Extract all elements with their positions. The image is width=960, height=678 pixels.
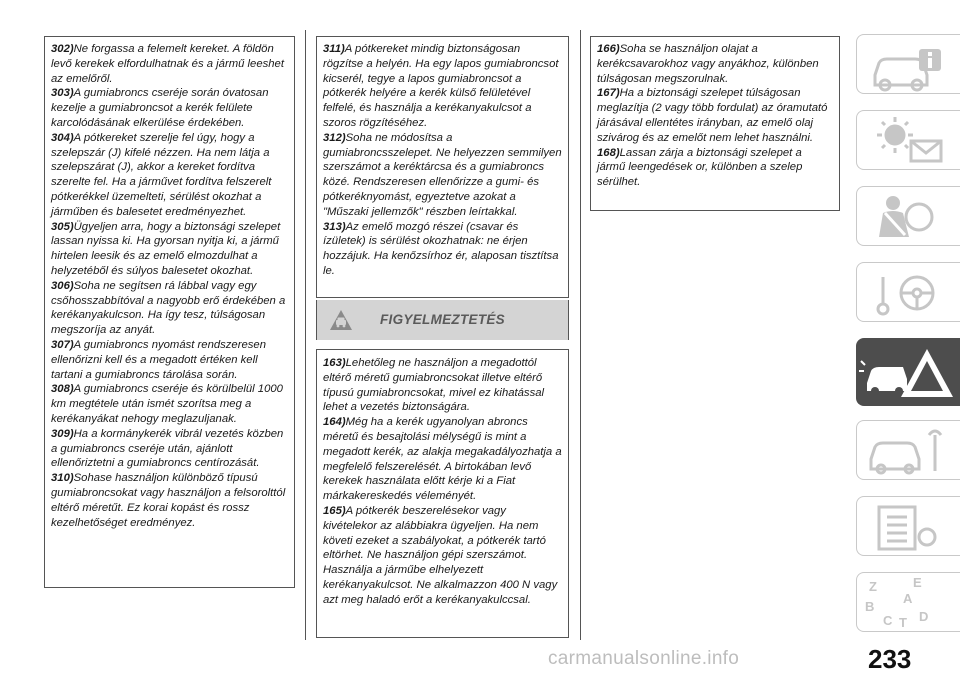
note-item (323, 415, 562, 504)
note-text: Soha ne segítsen rá lábbal vagy egy csőhosszabbítóval a nagyobb erő érdekében a kerékanyakulcson. Ha így tesz, túlságosan megszoríja az anyát. (51, 279, 286, 337)
column-divider (580, 30, 581, 640)
note-text: A gumiabroncs cseréje során óvatosan kezelje a gumiabroncsot a kerék felülete karcolódásának elkerülése érdekében. (51, 87, 269, 129)
svg-text:E: E (913, 575, 922, 590)
steering-key-icon (857, 263, 960, 323)
note-text: Ha a biztonsági szelepet túlságosan meglazítja (2 vagy több fordulat) az óramutató járásával ellentétes irányban, az emelő olaj szivárog és az emelőt nem lehet használni. (597, 87, 828, 144)
note-item (51, 42, 288, 86)
note-number: 166) (597, 43, 620, 55)
notes-column-left (44, 36, 295, 588)
note-item (323, 504, 562, 608)
page-number: 233 (868, 644, 912, 674)
alphabet-index-icon (857, 573, 960, 633)
tab-emergency[interactable] (856, 338, 960, 406)
note-text: A pótkerék beszerelésekor vagy kivételekor az alábbiakra ügyeljen. Ha nem követi ezeket a szabályokat, a pótkerék tartó eltörhet. Ne használjon gépi szerszámot. Használja a járműbe elhelyezett kerékanyakulcsot. Ne alkalmazzon 400 N vagy azt meg haladó erőt a kerékanyakulccsal. (323, 504, 558, 606)
tab-car-info[interactable] (856, 34, 960, 94)
note-text: Soha se használjon olajat a kerékcsavarokhoz vagy anyákhoz, különben túlságosan megszorulnak. (597, 43, 819, 85)
note-text: A gumiabroncs cseréje és körülbelül 1000 km megtétele után ismét szorítsa meg a kerékanyákat nehogy meglazuljanak. (51, 383, 283, 425)
tab-index[interactable] (856, 572, 960, 632)
note-text: Soha ne módosítsa a gumiabroncsszelepet. Ne helyezzen semmilyen szerszámot a keréktárcsa és a gumiabroncs közé. Rendszeresen ellenőrizze a gumi- és pótkeréknyomást, egyeztetve azokat a "Műszaki jellemzők" részben leírtakkal. (323, 131, 562, 218)
note-item (51, 279, 288, 338)
svg-text:B: B (865, 599, 875, 614)
svg-text:D: D (919, 609, 929, 624)
note-item (51, 220, 288, 279)
note-text: Ne forgassa a felemelt kereket. A földön levő kerekek elfordulhatnak és a jármű leeshet az emelőről. (51, 43, 284, 85)
car-warning-triangle-icon (857, 339, 960, 407)
note-number: 167) (597, 87, 620, 100)
car-info-icon (857, 35, 960, 95)
tab-safety[interactable] (856, 186, 960, 246)
note-item (323, 356, 562, 415)
note-number: 312) (323, 131, 346, 144)
note-item (51, 131, 288, 220)
note-text: Az emelő mozgó részei (csavar és ízületek) is sérülést okozhatnak: ne érjen hozzájuk. Ha kenőzsírhoz ér, alaposan tisztítsa le. (323, 220, 559, 277)
seatbelt-airbag-icon (857, 187, 960, 247)
note-number: 303) (51, 87, 74, 100)
note-number: 306) (51, 279, 74, 292)
note-text: A pótkereket szerelje fel úgy, hogy a szelepszár (J) kifelé nézzen. Ha nem látja a szelepszárat (J), akkor a kereket fordítva szerelte fel. Ha a járművet fordítva felszerelt pótkerékkel üzemelteti, sérülést okozhat a járműben és balesetet eredményezhet. (51, 131, 272, 218)
tab-technical-data[interactable] (856, 496, 960, 556)
note-number: 168) (597, 146, 620, 159)
lights-envelope-icon (857, 111, 960, 171)
note-item (597, 146, 833, 190)
tab-maintenance[interactable] (856, 420, 960, 480)
note-item (51, 338, 288, 382)
svg-text:T: T (899, 615, 907, 630)
note-text: Még ha a kerék ugyanolyan abroncs méretű és besajtolási mélységű is mint a megadott kerék, az alakja megakadályozhatja a megfelelő felszerelését. A birtokában levő kerekek használata előtt kérje ki a Fiat márkakereskedés véleményét. (323, 416, 562, 503)
note-text: Ügyeljen arra, hogy a biztonsági szelepet lassan nyissa ki. Ha gyorsan nyitja ki, a jármű hirtelen leesik és az emelő elmozdulhat a helyzetéből és súlyos balesetet okozhat. (51, 220, 281, 277)
chapter-tabs (856, 34, 960, 648)
car-wrench-icon (857, 421, 960, 481)
svg-text:A: A (903, 591, 913, 606)
note-number: 307) (51, 338, 74, 351)
note-number: 163) (323, 357, 346, 369)
note-item (597, 86, 833, 145)
warning-title: FIGYELMEZTETÉS (380, 312, 505, 327)
note-number: 164) (323, 416, 346, 429)
note-item (323, 42, 562, 131)
notes-column-middle-top (316, 36, 569, 298)
note-number: 305) (51, 220, 74, 233)
notes-column-right (590, 36, 840, 211)
tab-starting-driving[interactable] (856, 262, 960, 322)
svg-text:Z: Z (869, 579, 877, 594)
note-number: 304) (51, 131, 74, 144)
column-divider (305, 30, 306, 640)
warning-header (316, 300, 569, 340)
note-text: Lassan zárja a biztonsági szelepet a jármű leengedések or, különben a szelep sérülhet. (597, 146, 803, 189)
note-item (51, 427, 288, 471)
watermark: carmanualsonline.info (548, 648, 740, 669)
note-text: Lehetőleg ne használjon a megadottól eltérő méretű gumiabroncsokat illetve eltérő típusú gumiabroncsokat, mivel ez kihatással lehet a vezetés biztonságára. (323, 357, 545, 414)
note-item (323, 220, 562, 279)
note-number: 310) (51, 472, 74, 485)
note-item (51, 471, 288, 530)
note-number: 308) (51, 383, 74, 396)
note-item (51, 382, 288, 426)
note-text: Ha a kormánykerék vibrál vezetés közben a gumiabroncs cseréje után, ajánlott ellenőriztetni a gumiabroncs centírozását. (51, 427, 284, 470)
svg-text:C: C (883, 613, 893, 628)
note-text: A gumiabroncs nyomást rendszeresen ellenőrizni kell és a megadott értéken kell tartani a gumiabroncs tárolása során. (51, 338, 266, 381)
technical-data-list-icon (857, 497, 960, 557)
notes-column-middle-bottom (316, 349, 569, 638)
note-number: 311) (323, 43, 345, 55)
note-number: 313) (323, 220, 346, 233)
note-number: 165) (323, 504, 346, 517)
note-item (51, 86, 288, 130)
note-number: 302) (51, 43, 74, 55)
note-text: A pótkereket mindig biztonságosan rögzítse a helyén. Ha egy lapos gumiabroncsot kicserél, tegye a lapos gumiabroncsot a pótkerék helyére a kerék külső felületével felfelé, és használja a kerékanyakulcsot a szoros rögzítéséhez. (323, 43, 559, 129)
note-number: 309) (51, 427, 74, 440)
note-item (323, 131, 562, 220)
note-text: Sohase használjon különböző típusú gumiabroncsokat vagy használjon a felsorolttól eltérő méretűt. Ez korai kopást és rossz kezelhetőséget eredményez. (51, 472, 286, 529)
note-item (597, 42, 833, 86)
tab-lights[interactable] (856, 110, 960, 170)
